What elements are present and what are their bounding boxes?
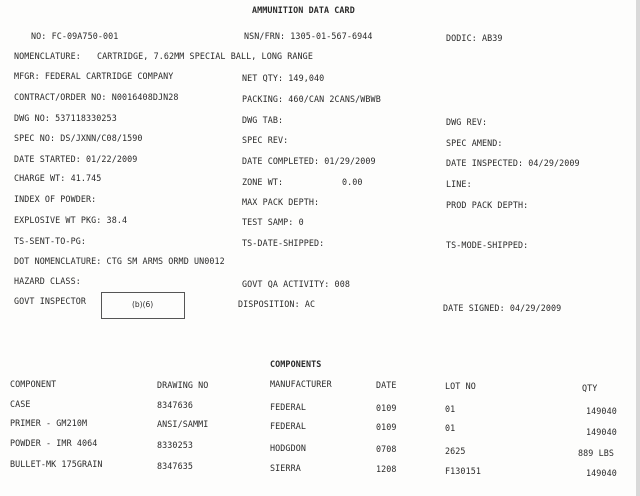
component-qty: 149040 (586, 406, 617, 416)
nsn-field: NSN/FRN: 1305-01-567-6944 (244, 31, 373, 41)
component-qty: 149040 (586, 468, 617, 478)
component-drawing-no: 8347635 (157, 461, 193, 471)
component-drawing-no: 8330253 (157, 440, 193, 450)
nomenclature-value: CARTRIDGE, 7.62MM SPECIAL BALL, LONG RANGE (97, 51, 313, 61)
component-lot-no: 01 (445, 423, 456, 433)
hazard-class-field: HAZARD CLASS: (14, 276, 81, 286)
col-header-drawing-no: DRAWING NO (157, 380, 209, 390)
spec-amend-field: SPEC AMEND: (446, 138, 503, 148)
component-name: CASE (10, 399, 31, 409)
spec-no-field: SPEC NO: DS/JXNN/C08/1590 (14, 133, 143, 143)
ts-sent-field: TS-SENT-TO-PG: (14, 236, 86, 246)
date-started-field: DATE STARTED: 01/22/2009 (14, 154, 138, 164)
redaction-code: (b)(6) (132, 300, 154, 309)
col-header-manufacturer: MANUFACTURER (270, 379, 332, 389)
redaction-box (101, 292, 185, 319)
component-manufacturer: SIERRA (270, 463, 301, 473)
component-date: 0708 (376, 444, 397, 454)
govt-inspector-label: GOVT INSPECTOR (14, 296, 86, 306)
component-date: 0109 (376, 422, 397, 432)
date-signed-field: DATE SIGNED: 04/29/2009 (443, 303, 562, 313)
component-name: POWDER - IMR 4064 (10, 438, 98, 448)
dwg-tab-field: DWG TAB: (242, 115, 284, 125)
max-pack-depth-field: MAX PACK DEPTH: (242, 197, 320, 207)
mfgr-field: MFGR: FEDERAL CARTRIDGE COMPANY (14, 71, 174, 81)
index-powder-field: INDEX OF POWDER: (14, 194, 97, 204)
prod-pack-depth-field: PROD PACK DEPTH: (446, 200, 529, 210)
component-lot-no: F130151 (445, 466, 481, 476)
dot-nomenclature-field: DOT NOMENCLATURE: CTG SM ARMS ORMD UN0012 (14, 256, 225, 266)
component-date: 1208 (376, 464, 397, 474)
date-completed-field: DATE COMPLETED: 01/29/2009 (242, 156, 376, 166)
component-lot-no: 01 (445, 404, 456, 414)
explosive-wt-field: EXPLOSIVE WT PKG: 38.4 (14, 215, 128, 225)
page-edge (636, 0, 640, 496)
dodic-field: DODIC: AB39 (446, 33, 503, 43)
spec-rev-field: SPEC REV: (242, 135, 289, 145)
component-manufacturer: FEDERAL (270, 421, 306, 431)
component-manufacturer: FEDERAL (270, 402, 306, 412)
dwg-rev-field: DWG REV: (446, 117, 488, 127)
component-qty: 149040 (586, 427, 617, 437)
col-header-component: COMPONENT (10, 379, 57, 389)
zone-wt-label: ZONE WT: (242, 177, 284, 187)
components-title: COMPONENTS (270, 359, 322, 369)
component-drawing-no: 8347636 (157, 400, 193, 410)
test-samp-field: TEST SAMP: 0 (242, 217, 304, 227)
govt-qa-field: GOVT QA ACTIVITY: 008 (242, 279, 350, 289)
date-inspected-field: DATE INSPECTED: 04/29/2009 (446, 158, 580, 168)
col-header-date: DATE (376, 380, 397, 390)
card-title: AMMUNITION DATA CARD (252, 5, 355, 15)
col-header-lot-no: LOT NO (445, 381, 476, 391)
disposition-field: DISPOSITION: AC (238, 299, 316, 309)
nomenclature-label: NOMENCLATURE: (14, 51, 81, 61)
charge-wt-field: CHARGE WT: 41.745 (14, 173, 102, 183)
col-header-qty: QTY (582, 383, 598, 393)
component-name: PRIMER - GM210M (10, 418, 88, 428)
component-drawing-no: ANSI/SAMMI (157, 419, 209, 429)
dwg-no-field: DWG NO: 537118330253 (14, 113, 117, 123)
component-lot-no: 2625 (445, 446, 466, 456)
line-field: LINE: (446, 179, 472, 189)
ts-mode-shipped-field: TS-MODE-SHIPPED: (446, 240, 529, 250)
component-name: BULLET-MK 175GRAIN (10, 459, 103, 469)
ts-date-shipped-field: TS-DATE-SHIPPED: (242, 238, 325, 248)
zone-wt-value: 0.00 (342, 177, 363, 187)
component-date: 0109 (376, 403, 397, 413)
contract-field: CONTRACT/ORDER NO: N0016408DJN28 (14, 92, 179, 102)
component-manufacturer: HODGDON (270, 443, 306, 453)
component-qty: 889 LBS (578, 448, 614, 458)
lot-number: NO: FC-09A750-001 (31, 31, 119, 41)
packing-field: PACKING: 460/CAN 2CANS/WBWB (242, 94, 381, 104)
net-qty-field: NET QTY: 149,040 (242, 73, 325, 83)
